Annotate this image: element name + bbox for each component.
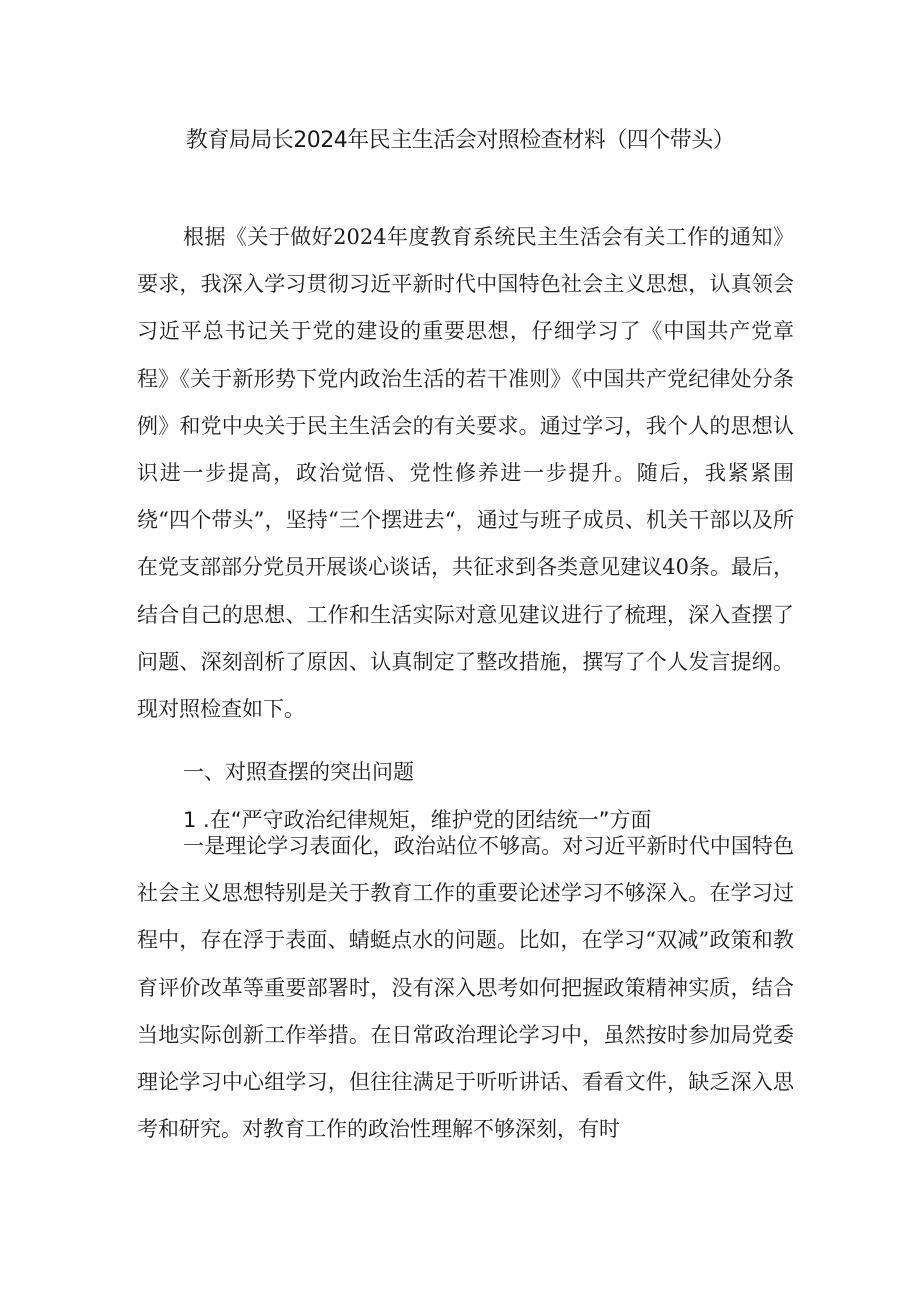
document-title: 教育局局长2024年民主生活会对照检查材料（四个带头） xyxy=(185,128,735,153)
problem-paragraph: 一是理论学习表面化，政治站位不够高。对习近平新时代中国特色社会主义思想特别是关于教育工作的重要论述学习不够深入。在学习过程中，存在浮于表面、蜻蜓点水的问题。比如，在学习“双减”政策和教育评价改革等重要部署时，没有深入思考如何把握政策精神实质，结合当地实际创新工作举措。在日常政治理论学习中，虽然按时参加局党委理论学习中心组学习，但往往满足于听听讲话、看看文件，缺乏深入思考和研究。对教育工作的政治性理解不够深刻，有时 xyxy=(137,834,794,1142)
subsection-heading: 1 .在“严守政治纪律规矩，维护党的团结统一”方面 xyxy=(183,808,652,832)
section-heading: 一、对照查摆的突出问题 xyxy=(183,760,414,784)
intro-paragraph: 根据《关于做好2024年度教育系统民主生活会有关工作的通知》要求，我深入学习贯彻习近平新时代中国特色社会主义思想，认真领会习近平总书记关于党的建设的重要思想，仔细学习了《中国共产党章程》《关于新形势下党内政治生活的若干准则》《中国共产党纪律处分条例》和党中央关于民主生活会的有关要求。通过学习，我个人的思想认识进一步提高，政治觉悟、党性修养进一步提升。随后，我紧紧围绕“四个带头”，坚持“三个摆进去“，通过与班子成员、机关干部以及所在党支部部分党员开展谈心谈话，共征求到各类意见建议40条。最后，结合自己的思想、工作和生活实际对意见建议进行了梳理，深入查摆了问题、深刻剖析了原因、认真制定了整改措施，撰写了个人发言提纲。现对照检查如下。 xyxy=(137,225,794,722)
